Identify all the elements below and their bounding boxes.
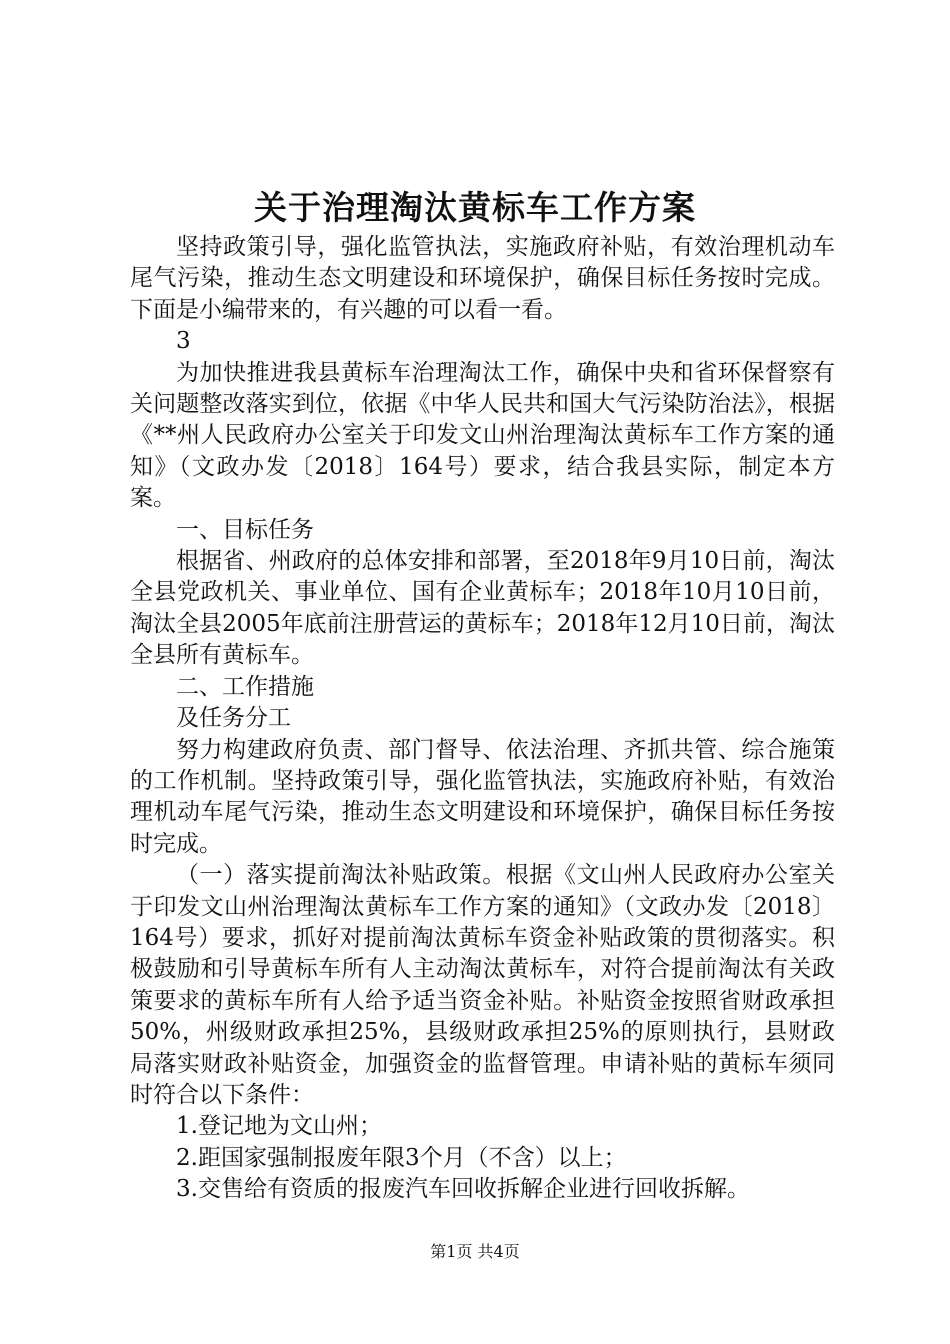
purpose-paragraph: 为加快推进我县黄标车治理淘汰工作，确保中央和省环保督察有关问题整改落实到位，依据《中华人民共和国大气污染防治法》，根据《**州人民政府办公室关于印发文山州治理淘汰黄标车工作方案的通知》（文政办发〔2018〕164号）要求，结合我县实际，制定本方案。 bbox=[130, 359, 835, 512]
intro-paragraph: 坚持政策引导，强化监管执法，实施政府补贴，有效治理机动车尾气污染，推动生态文明建设和环境保护，确保目标任务按时完成。下面是小编带来的，有兴趣的可以看一看。 bbox=[130, 234, 835, 323]
condition-item-1: 1.登记地为文山州； bbox=[176, 1113, 382, 1140]
heading-measures: 二、工作措施 bbox=[176, 673, 314, 700]
document-body bbox=[130, 232, 835, 1206]
goals-paragraph: 根据省、州政府的总体安排和部署，至2018年9月10日前，淘汰全县党政机关、事业单位、国有企业黄标车；2018年10月10日前，淘汰全县2005年底前注册营运的黄标车；2018年12月10日前，淘汰全县所有黄标车。 bbox=[130, 548, 835, 669]
heading-goals: 一、目标任务 bbox=[176, 516, 314, 543]
page-footer: 第1页 共4页 bbox=[430, 1242, 520, 1261]
condition-item-3: 3.交售给有资质的报废汽车回收拆解企业进行回收拆解。 bbox=[176, 1176, 750, 1203]
document-title: 关于治理淘汰黄标车工作方案 bbox=[254, 188, 696, 227]
mechanism-paragraph: 努力构建政府负责、部门督导、依法治理、齐抓共管、综合施策的工作机制。坚持政策引导，强化监管执法，实施政府补贴，有效治理机动车尾气污染，推动生态文明建设和环境保护，确保目标任务按时完成。 bbox=[130, 736, 835, 857]
subsidy-paragraph: （一）落实提前淘汰补贴政策。根据《文山州人民政府办公室关于印发文山州治理淘汰黄标车工作方案的通知》（文政办发〔2018〕164号）要求，抓好对提前淘汰黄标车资金补贴政策的贯彻落实。积极鼓励和引导黄标车所有人主动淘汰黄标车，对符合提前淘汰有关政策要求的黄标车所有人给予适当资金补贴。补贴资金按照省财政承担50%，州级财政承担25%，县级财政承担25%的原则执行，县财政局落实财政补贴资金，加强资金的监督管理。申请补贴的黄标车须同时符合以下条件： bbox=[130, 862, 835, 1108]
section-number: 3 bbox=[176, 328, 191, 355]
heading-measures-continued: 及任务分工 bbox=[176, 705, 291, 732]
condition-item-2: 2.距国家强制报废年限3个月（不含）以上； bbox=[176, 1144, 627, 1171]
